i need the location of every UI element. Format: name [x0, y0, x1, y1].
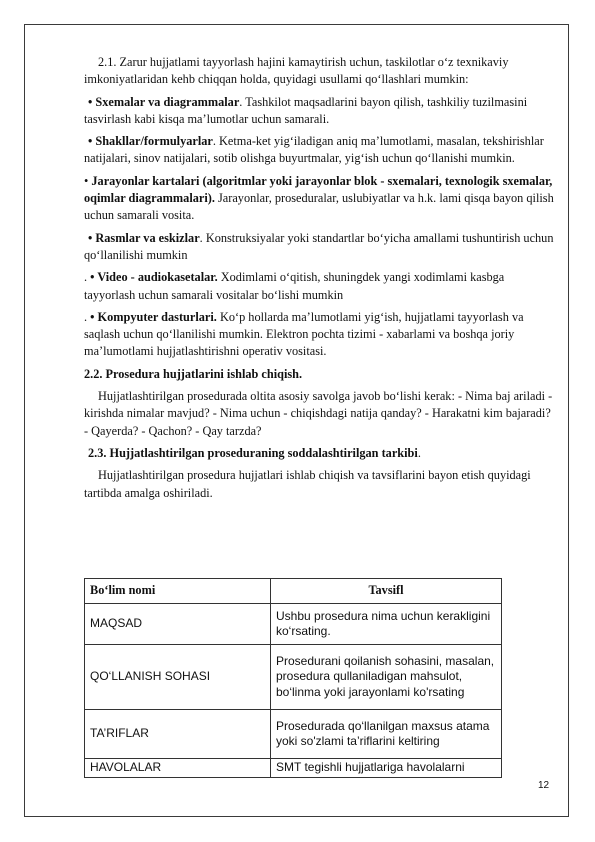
term-sketches: • Rasmlar va eskizlar — [88, 230, 200, 245]
desc-forms: . Ketma-ket yig‘iladigan aniq ma’lumotlami, masalan, tekshirishlar natijalari, sinov natijalari, sotib olishga buyurtmalar, yig‘ish uchun qo‘llanishi mumkin. — [84, 134, 544, 166]
bullet: • — [84, 173, 92, 188]
paragraph-process-cards — [84, 173, 554, 225]
heading-2-3 — [84, 445, 554, 462]
table-cell: MAQSAD — [85, 604, 271, 645]
table-cell: Proseduranі qoilanish sohasini, masalan, prosedura qullaniladigan mahsulot, bo‘linma yoki jarayonlami ko'rsating — [271, 645, 502, 710]
desc-diagrams: . Tashkilot maqsadlarini bayon qilish, tashkiliy tuzilmasini tasvirlash kabi kisqa ma’lumotlar uchun samarali. — [84, 94, 528, 126]
paragraph-sketches — [84, 230, 554, 265]
table-header-cell: Bo‘lim nomi — [85, 579, 271, 604]
paragraph-forms — [84, 133, 554, 168]
paragraph-video — [84, 269, 554, 304]
paragraph-software — [84, 309, 554, 361]
term-diagrams: • Sxemalar va diagrammalar — [88, 94, 240, 109]
table-cell: HAVOLALAR — [85, 759, 271, 778]
structure-table — [84, 578, 502, 778]
heading-2-2: 2.2. Prosedura hujjatlarini ishlab chiqish. — [84, 366, 303, 381]
term-forms: • Shakllar/formulyarlar — [88, 134, 213, 149]
desc-process-cards: Jarayonlar, proseduralar, uslubiyatlar va h.k. lami qisqa bayon qilish uchun samarali vosita. — [84, 191, 554, 223]
table-row — [85, 604, 502, 645]
prefix: . — [84, 270, 91, 285]
paragraph-diagrams — [84, 94, 554, 129]
table-header-row — [85, 579, 502, 604]
page-number: 12 — [538, 780, 550, 791]
table-cell: TA’RIFLAR — [85, 710, 271, 759]
desc-video: Xodimlami o‘qitish, shuningdek yangi xodimlami kasbga tayyorlash uchun samarali vositalar bo‘lishi mumkin — [84, 270, 505, 302]
desc-sketches: . Konstruksiyalar yoki standartlar bo‘yicha amallami tushuntirish uchun qo‘llanilishi mumkin — [84, 230, 554, 262]
table-header-cell: Tavsifl — [271, 579, 502, 604]
document-body — [84, 54, 554, 507]
table-cell: Prosedurada qo‘llanilgan maxsus atama yoki so'zlami ta’riflarini keltiring — [271, 710, 502, 759]
table-row — [85, 645, 502, 710]
table-cell: SMT tegishli hujjatlariga havolalarni — [271, 759, 502, 778]
term-software: • Kompyuter dasturlari. — [90, 309, 217, 324]
paragraph-order: Hujjatlashtirilgan prosedura hujjatlari ishlab chiqish va tavsiflarini bayon etish quyidagi tartibda amalga oshiriladi. — [84, 468, 531, 500]
table-row — [85, 710, 502, 759]
heading-dot: . — [417, 445, 421, 460]
paragraph-intro: 2.1. Zarur hujjatlami tayyorlash hajini kamaytirish uchun, taskilotlar o‘z texnikaviy imkoniyatlaridan kehb chiqqan holda, quyidagi usullami qo‘llashlari mumkin: — [84, 55, 509, 87]
desc-software: Ko‘p hollarda ma’lumotlami yig‘ish, hujjatlami tayyorlash va saqlash uchun qo‘llanilishi mumkin. Elektron pochta tizimi - xabarlami va boshqa joriy ma’lumotlami hujjatlashtirishni operativ vositasi. — [84, 309, 524, 359]
paragraph-questions: Hujjatlashtirilgan prosedurada oltita asosiy savolga javob bo‘lishi kerak: - Nima baj ariladi - kirishda nimalar mavjud? - Nima uchun - chiqishdagi natija qanday? - Harakatni kim bajaradi? - Qayerda? - Qachon? - Qay tarzda? — [84, 389, 553, 438]
table-row — [85, 759, 502, 778]
prefix: . — [84, 309, 91, 324]
table-cell: QO‘LLANISH SOHASI — [85, 645, 271, 710]
term-process-cards: Jarayonlar kartalari (algoritmlar yoki jarayonlar blok - sxemalari, texnologik sxemalar, oqimlar diagrammalari). — [84, 173, 553, 206]
table-cell: Ushbu prosedura nima uchun kerakligini ko‘rsating. — [271, 604, 502, 645]
term-video: • Video - audiokasetalar. — [90, 270, 218, 285]
heading-2-3-text: 2.3. Hujjatlashtirilgan proseduraning soddalashtirilgan tarkibi — [88, 445, 418, 460]
